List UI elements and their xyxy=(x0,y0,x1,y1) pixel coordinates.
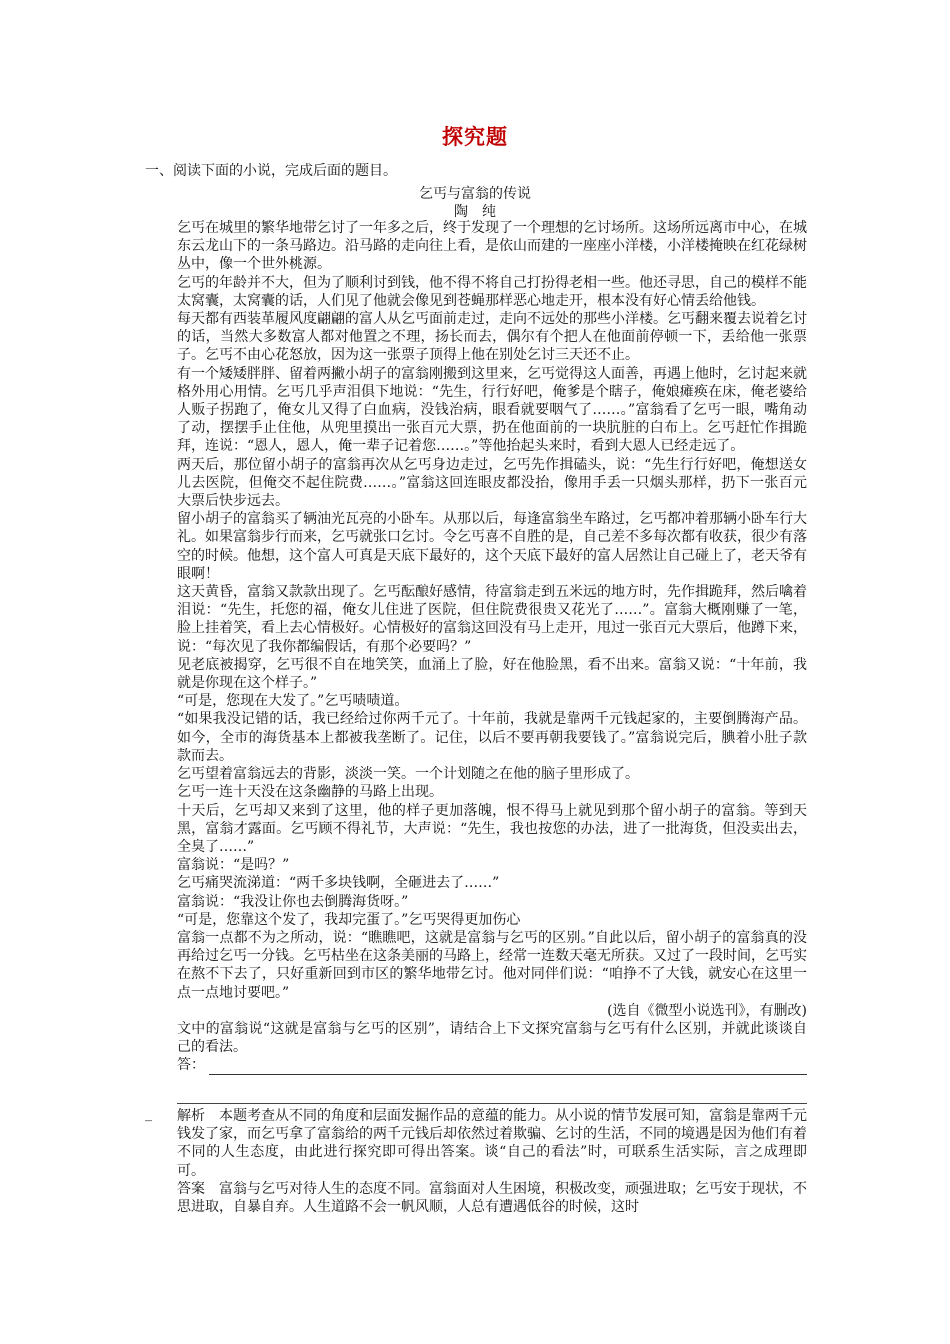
story-paragraph: 富翁说：“是吗？” xyxy=(177,857,290,874)
answer-blank[interactable] xyxy=(209,1061,807,1075)
answer-prefix: 答： xyxy=(177,1057,205,1074)
story-paragraph: 乞丐痛哭流涕道：“两千多块钱啊，全砸进去了……” xyxy=(177,875,500,892)
story-paragraph: 乞丐的年龄并不大，但为了顺利讨到钱，他不得不将自己打扮得老相一些。他还寻思，自己的模样不能太窝囊，太窝囊的话，人们见了他就会像见到苍蝇那样恶心地走开，根本没有好心情丢给他钱。 xyxy=(177,274,807,309)
story-paragraph: 见老底被揭穿，乞丐很不自在地笑笑，血涌上了脸，好在他脸黑，看不出来。富翁又说：“十年前，我就是你现在这个样子。” xyxy=(177,656,807,692)
story-paragraph: 乞丐在城里的繁华地带乞讨了一年多之后，终于发现了一个理想的乞讨场所。这场所远离市中心，在城东云龙山下的一条马路边。沿马路的走向往上看，是依山而建的一座座小洋楼，小洋楼掩映在红花绿树丛中，像一个世外桃源。 xyxy=(177,220,807,273)
story-paragraph: 每天都有西装革履风度翩翩的富人从乞丐面前走过，走向不远处的那些小洋楼。乞丐翻来覆去说着乞讨的话，当然大多数富人都对他置之不理，扬长而去，偶尔有个把人在他面前停顿一下，丢给他一张票子。乞丐不由心花怒放，因为这一张票子顶得上他在别处乞讨三天还不止。 xyxy=(177,311,807,364)
answer-line xyxy=(177,1056,807,1074)
story-paragraph: 十天后，乞丐却又来到了这里，他的样子更加落魄，恨不得马上就见到那个留小胡子的富翁。等到天黑，富翁才露面。乞丐顾不得礼节，大声说：“先生，我也按您的办法，进了一批海货，但没卖出去，全臭了……” xyxy=(177,802,807,855)
story-title: 乞丐与富翁的传说 xyxy=(419,186,531,202)
page-title: 探究题 xyxy=(442,124,508,149)
dash-mark: _ xyxy=(145,1106,152,1122)
question-text: 文中的富翁说“这就是富翁与乞丐的区别”，请结合上下文探究富翁与乞丐有什么区别，并就此谈谈自己的看法。 xyxy=(177,1020,807,1056)
answer-text: 答案 富翁与乞丐对待人生的态度不同。富翁面对人生困境，积极改变，顽强进取；乞丐安于现状，不思进取，自暴自弃。人生道路不会一帆风顺，人总有遭遇低谷的时候，这时 xyxy=(177,1180,807,1216)
story-paragraph: 这天黄昏，富翁又款款出现了。乞丐酝酿好感情，待富翁走到五米远的地方时，先作揖跪拜，然后噙着泪说：“先生，托您的福，俺女儿住进了医院，但住院费很贵又花光了……”。富翁大概刚赚了一笔，脸上挂着笑，看上去心情极好。心情极好的富翁这回没有马上走开，甩过一张百元大票后，他蹲下来，说：“每次见了我你都编假话，有那个必要吗？” xyxy=(177,584,807,655)
analysis-section xyxy=(177,1107,807,1216)
story-author: 陶纯 xyxy=(454,204,510,220)
story-paragraph: 有一个矮矮胖胖、留着两撇小胡子的富翁刚搬到这里来，乞丐觉得这人面善，再遇上他时，乞讨起来就格外用心用情。乞丐几乎声泪俱下地说：“先生，行行好吧，俺爹是个瞎子，俺娘瘫痪在床，俺老婆给人贩子拐跑了，俺女儿又得了白血病，没钱治病，眼看就要咽气了……。”富翁看了乞丐一眼，嘴角动了动，摆摆手止住他，从兜里摸出一张百元大票，扔在他面前的一块肮脏的白布上。乞丐赶忙作揖跪拜，连说：“恩人，恩人，俺一辈子记着您……。”等他抬起头来时，看到大恩人已经走远了。 xyxy=(177,365,807,455)
question-stem: 一、阅读下面的小说，完成后面的题目。 xyxy=(145,163,397,179)
story-paragraph: 两天后，那位留小胡子的富翁再次从乞丐身边走过，乞丐先作揖磕头，说：“先生行行好吧，俺想送女儿去医院，但俺交不起住院费……。”富翁这回连眼皮都没抬，像用手丢一只烟头那样，扔下一张百元大票后快步远去。 xyxy=(177,456,807,510)
story-paragraph: 乞丐一连十天没在这条幽静的马路上出现。 xyxy=(177,784,443,801)
analysis-text: 解析 本题考查从不同的角度和层面发掘作品的意蕴的能力。从小说的情节发展可知，富翁是靠两千元钱发了家，而乞丐拿了富翁给的两千元钱后却依然过着欺骗、乞讨的生活，不同的境遇是因为他们有着不同的人生态度，由此进行探究即可得出答案。谈“自己的看法”时，可联系生活实际，言之成理即可。 xyxy=(177,1108,807,1179)
divider xyxy=(177,1103,807,1104)
story-body xyxy=(177,219,807,1075)
story-paragraph: “可是，您靠这个发了，我却完蛋了。”乞丐哭得更加伤心 xyxy=(177,911,521,928)
story-paragraph: 乞丐望着富翁远去的背影，淡淡一笑。一个计划随之在他的脑子里形成了。 xyxy=(177,766,639,783)
story-paragraph: 富翁说：“我没让你也去倒腾海货呀。” xyxy=(177,893,409,910)
story-paragraph: 留小胡子的富翁买了辆油光瓦亮的小卧车。从那以后，每逢富翁坐车路过，乞丐都冲着那辆小卧车行大礼。如果富翁步行而来，乞丐就张口乞讨。令乞丐喜不自胜的是，自己差不多每次都有收获，很少有落空的时候。他想，这个富人可真是天底下最好的，这个天底下最好的富人居然让自己碰上了，老天爷有眼啊！ xyxy=(177,511,807,582)
story-source: (选自《微型小说选刊》，有删改) xyxy=(607,1002,807,1019)
story-paragraph: “可是，您现在大发了。”乞丐啧啧道。 xyxy=(177,693,409,710)
story-paragraph: “如果我没记错的话，我已经给过你两千元了。十年前，我就是靠两千元钱起家的，主要倒腾海产品。如今，全市的海货基本上都被我垄断了。记住，以后不要再朝我要钱了。”富翁说完后，腆着小肚子款款而去。 xyxy=(177,711,807,764)
story-paragraph: 富翁一点都不为之所动，说：“瞧瞧吧，这就是富翁与乞丐的区别。”自此以后，留小胡子的富翁真的没再给过乞丐一分钱。乞丐枯坐在这条美丽的马路上，经常一连数天毫无所获。又过了一段时间，乞丐实在熬不下去了，只好重新回到市区的繁华地带乞讨。他对同伴们说：“咱挣不了大钱，就安心在这里一点一点地讨要吧。” xyxy=(177,929,807,1001)
